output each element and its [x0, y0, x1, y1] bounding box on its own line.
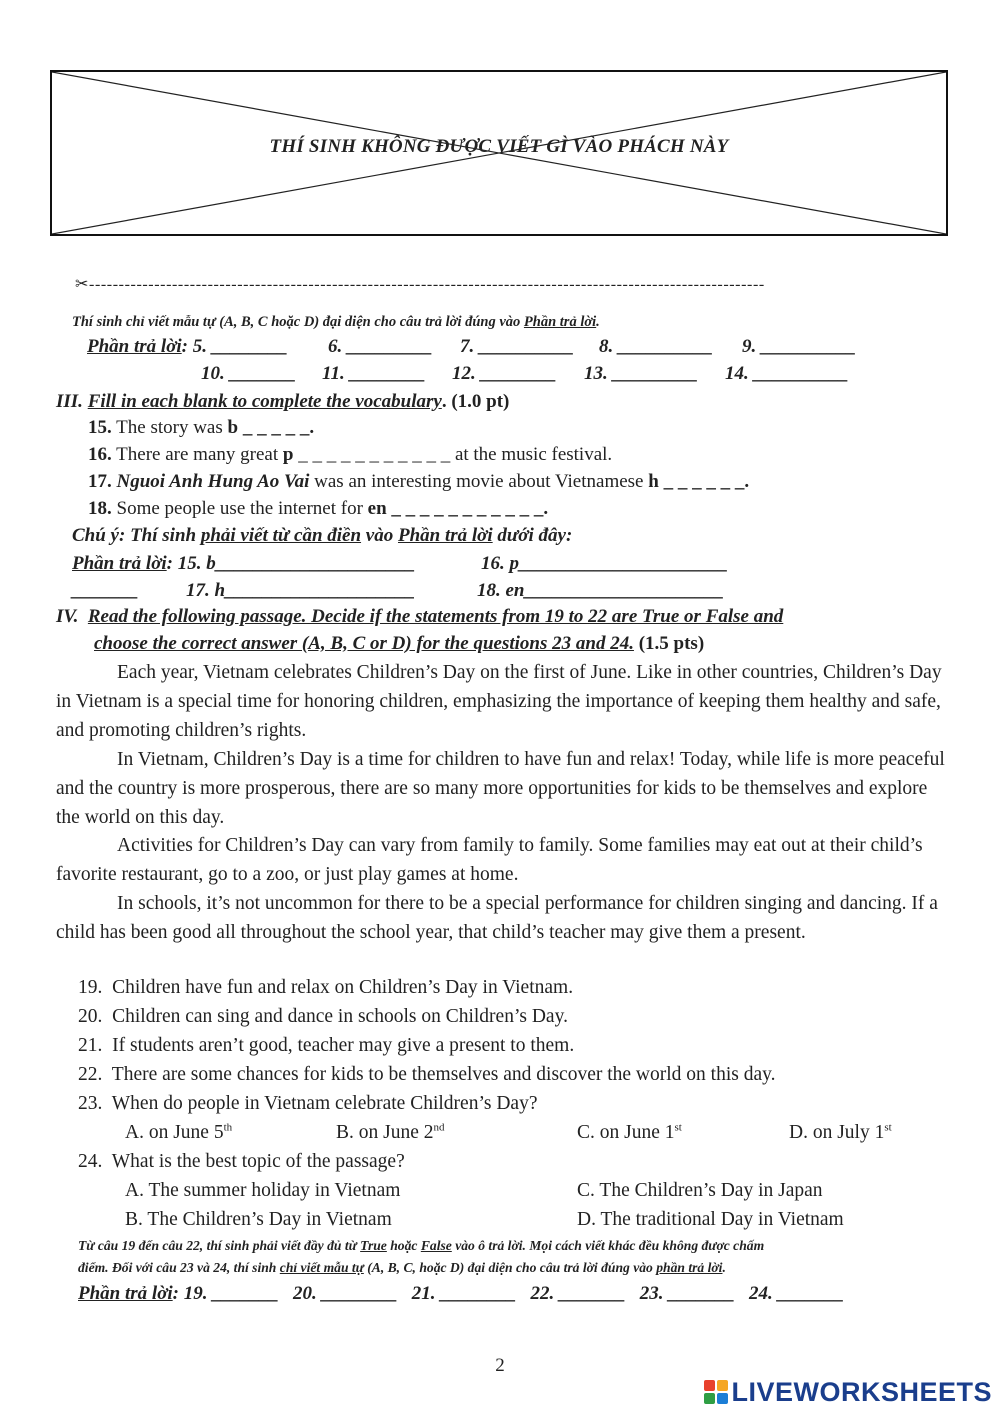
- answer-18[interactable]: 18. en_____________________: [477, 580, 724, 601]
- vocab-item-15: 15. The story was b _ _ _ _ _.: [88, 417, 315, 438]
- q24-option-d[interactable]: D. The traditional Day in Vietnam: [577, 1209, 844, 1230]
- passage-paragraph-3: Activities for Children’s Day can vary from family to family. Some families may eat out at their child’s favorite restaurant, go to a zoo, or just play games at home.: [56, 835, 923, 885]
- question-21: 21. If students aren’t good, teacher may give a present to them.: [78, 1035, 575, 1056]
- answer-instruction-1: Thí sinh chỉ viết mẫu tự (A, B, C hoặc D) đại diện cho câu trả lời đúng vào Phần trả lời.: [72, 314, 600, 330]
- section-3-heading: III. Fill in each blank to complete the vocabulary. (1.0 pt): [56, 391, 510, 412]
- answer-slot-10[interactable]: 10. _______: [201, 363, 296, 384]
- section-4-instruction-line1: Từ câu 19 đến câu 22, thí sinh phải viết đầy đủ từ True hoặc False vào ô trả lời. Mọi cách viết khác đều không được chấm: [78, 1238, 765, 1253]
- question-24: 24. What is the best topic of the passage?: [78, 1151, 405, 1172]
- answer-15[interactable]: : 15. b_____________________: [166, 553, 416, 574]
- candidate-header-box: [50, 70, 948, 236]
- liveworksheets-logo[interactable]: [704, 1376, 992, 1408]
- section-4-heading-line1: IV. Read the following passage. Decide if the statements from 19 to 22 are True or False and: [56, 606, 784, 627]
- header-box-title: THÍ SINH KHÔNG ĐƯỢC VIẾT GÌ VÀO PHÁCH NÀY: [269, 136, 729, 157]
- page-number: 2: [495, 1355, 505, 1376]
- cut-line: [75, 274, 765, 294]
- passage-paragraph-4: In schools, it’s not uncommon for there to be a special performance for children singing and dancing. If a child has been good all throughout the school year, that child’s teacher may give them a present.: [56, 893, 938, 943]
- passage-paragraph-2: In Vietnam, Children’s Day is a time for children to have fun and relax! Today, while life is more peaceful and the country is more prosperous, there are so many more opportunities for kids to be themselves and explore the world on this day.: [56, 749, 945, 828]
- q23-option-b[interactable]: B. on June 2nd: [336, 1121, 445, 1143]
- logo-text: LIVEWORKSHEETS: [731, 1376, 992, 1407]
- q23-option-a[interactable]: A. on June 5th: [125, 1121, 233, 1143]
- answer-slot-11[interactable]: 11. ________: [322, 363, 426, 384]
- answer-slot-14[interactable]: 14. __________: [725, 363, 849, 384]
- answer-label: Phần trả lời: [87, 336, 182, 357]
- answer-slot-7[interactable]: 7. __________: [460, 336, 574, 357]
- question-23: 23. When do people in Vietnam celebrate Children’s Day?: [78, 1093, 538, 1114]
- answer-slot-13[interactable]: 13. _________: [584, 363, 698, 384]
- q23-option-d[interactable]: D. on July 1st: [789, 1121, 892, 1143]
- vocab-item-18: 18. Some people use the internet for en _ _ _ _ _ _ _ _ _ _ _.: [88, 498, 549, 519]
- passage-paragraph-1: Each year, Vietnam celebrates Children’s Day on the first of June. Like in other countries, Children’s Day in Vietnam is a special time for honoring children, emphasizing the importance of keeping them healthy and safe, and promoting children’s rights.: [56, 662, 942, 741]
- answer-16[interactable]: 16. p______________________: [481, 553, 728, 574]
- question-22: 22. There are some chances for kids to be themselves and discover the world on this day.: [78, 1064, 776, 1085]
- answer-17[interactable]: 17. h____________________: [186, 580, 416, 601]
- question-20: 20. Children can sing and dance in schools on Children’s Day.: [78, 1006, 568, 1027]
- q23-option-c[interactable]: C. on June 1st: [577, 1121, 682, 1143]
- question-19: 19. Children have fun and relax on Children’s Day in Vietnam.: [78, 977, 574, 998]
- blank-5[interactable]: ________: [211, 336, 288, 357]
- section-4-instruction-line2: điểm. Đối với câu 23 và 24, thí sinh chỉ viết mẫu tự (A, B, C, hoặc D) đại diện cho câu trả lời đúng vào phần trả lời.: [78, 1260, 726, 1275]
- answer-slot-8[interactable]: 8. __________: [599, 336, 713, 357]
- answer-17-prefix: _______: [72, 580, 139, 601]
- q24-option-b[interactable]: B. The Children’s Day in Vietnam: [125, 1209, 392, 1230]
- logo-grid-icon: [704, 1380, 728, 1404]
- section-3-note: Chú ý: Thí sinh phải viết từ cần điền vào Phần trả lời dưới đây:: [72, 525, 573, 546]
- dash-line: ------------------------------------------------------------------------------------------------------------------: [89, 276, 765, 293]
- scissors-icon: ✂: [75, 276, 90, 293]
- answer-slot-12[interactable]: 12. ________: [452, 363, 557, 384]
- answer-slot-9[interactable]: 9. __________: [742, 336, 856, 357]
- section-4-heading-line2: choose the correct answer (A, B, C or D) for the questions 23 and 24. (1.5 pts): [94, 633, 705, 654]
- vocab-item-16: 16. There are many great p _ _ _ _ _ _ _ _ _ _ _ at the music festival.: [88, 444, 613, 465]
- answer-slot-6[interactable]: 6. _________: [328, 336, 433, 357]
- q24-option-c[interactable]: C. The Children’s Day in Japan: [577, 1180, 823, 1201]
- section-3-answer-row-1: Phần trả lời: 15. b_____________________: [72, 553, 416, 574]
- answer-row-1: Phần trả lời: 5. ________: [87, 336, 288, 357]
- section-4-answer-row[interactable]: Phần trả lời: 19. _______ 20. ________ 21. ________ 22. _______ 23. _______ 24. _______: [78, 1283, 844, 1304]
- q24-option-a[interactable]: A. The summer holiday in Vietnam: [125, 1180, 401, 1201]
- vocab-item-17: 17. Nguoi Anh Hung Ao Vai was an interesting movie about Vietnamese h _ _ _ _ _ _.: [88, 471, 750, 492]
